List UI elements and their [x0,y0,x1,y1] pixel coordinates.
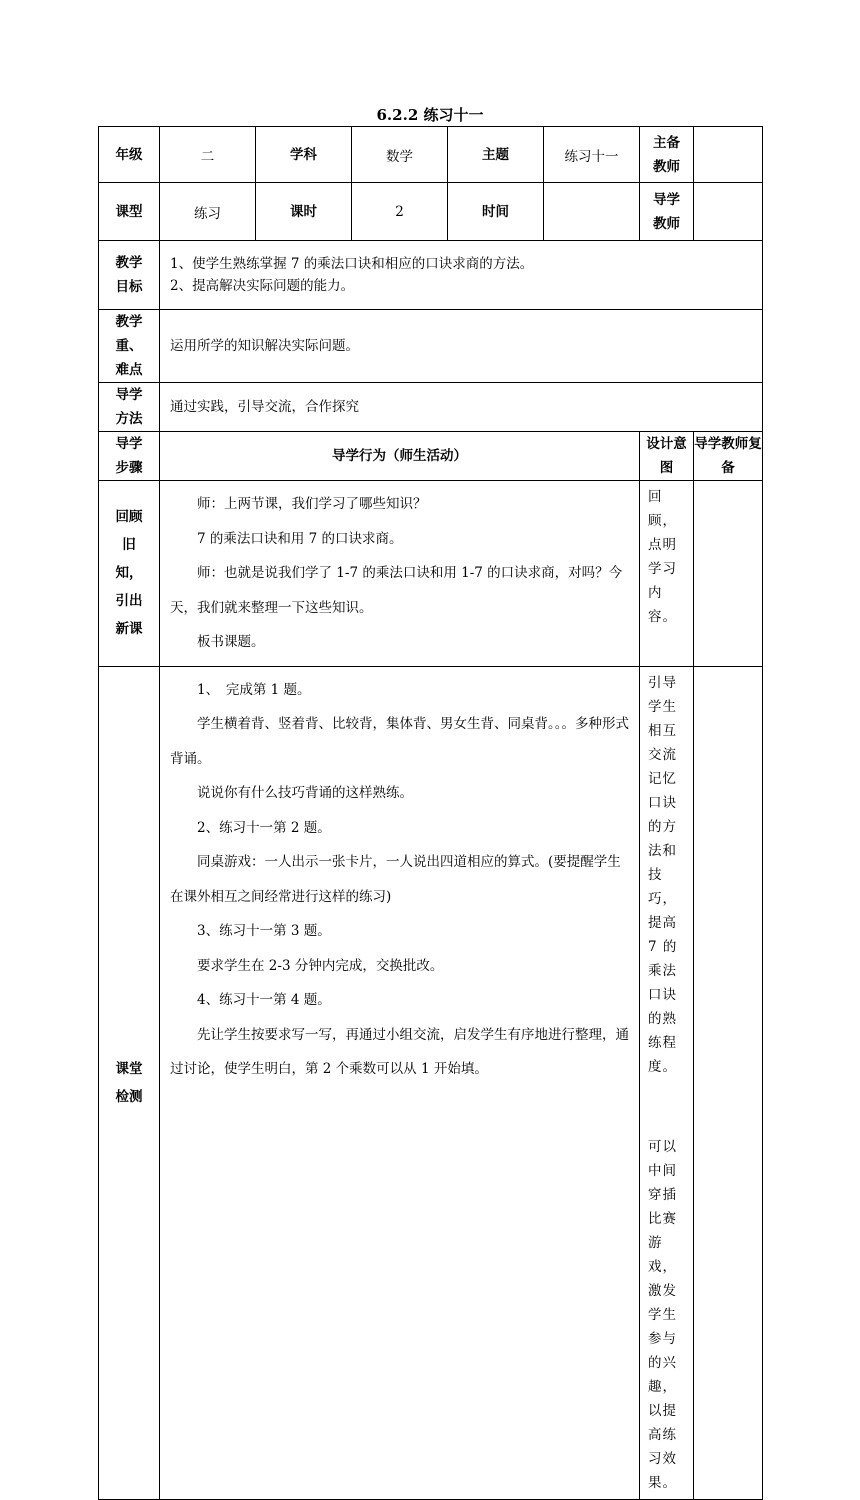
grade-value: 二 [160,127,256,183]
activity-paragraph: 4、练习十一第 4 题。 [197,992,331,1008]
goals-label: 教学目标 [99,241,160,310]
time-value [544,183,640,241]
intent-note: 引导学生相互交流记忆口诀的方法和技巧，提高 7 的乘法口诀的熟练程度。 [648,674,678,1075]
row-basic-info [99,127,763,183]
activity-paragraph: 7 的乘法口诀和用 7 的口诀求商。 [197,530,403,547]
row-key-points [99,310,763,383]
practice-section-label: 课堂检测 [99,666,160,1499]
intent-note: 可以中间穿插比赛游戏，激发学生参与的兴趣，以提高练习效果。 [648,1138,677,1491]
row-lesson-info [99,183,763,241]
goal-line: 1、使学生熟练掌握 7 的乘法口诀和相应的口诀求商的方法。 [170,256,534,272]
method-content: 通过实践，引导交流，合作探究 [160,383,763,432]
practice-section-review [694,666,763,1499]
method-label: 导学方法 [99,383,160,432]
period-label: 课时 [256,183,352,241]
activity-paragraph: 学生横着背、竖着背、比较背，集体背、男女生背、同桌背。。。多种形式背诵。 [170,716,629,767]
goal-line: 2、提高解决实际问题的能力。 [170,278,355,294]
lead-teacher-label: 主备教师 [640,127,694,183]
practice-section-intent [640,666,694,1499]
activity-paragraph: 师：也就是说我们学了 1-7 的乘法口诀和用 1-7 的口诀求商，对吗？今天，我们就来整理一下这些知识。 [170,565,623,616]
activity-header: 导学行为（师生活动） [160,432,640,481]
activity-paragraph: 2、练习十一第 2 题。 [197,819,331,836]
review-section-label: 回顾旧知，引出新课 [99,481,160,667]
lesson-plan-table [98,126,763,1500]
row-method [99,383,763,432]
time-label: 时间 [448,183,544,241]
row-goals [99,241,763,310]
review-section-review [694,481,763,667]
key-points-label: 教学重、难点 [99,310,160,383]
activity-paragraph: 同桌游戏：一人出示一张卡片，一人说出四道相应的算式。(要提醒学生在课外相互之间经常进行这样的练习) [170,854,621,905]
activity-paragraph: 3、练习十一第 3 题。 [197,923,331,939]
period-value: 2 [352,183,448,241]
activity-paragraph: 先让学生按要求写一写，再通过小组交流，启发学生有序地进行整理，通过讨论，使学生明白，第 2 个乘数可以从 1 开始填。 [170,1026,629,1077]
row-steps-header [99,432,763,481]
activity-paragraph: 板书课题。 [197,634,265,650]
activity-paragraph: 师：上两节课，我们学习了哪些知识？ [197,496,427,512]
key-points-content: 运用所学的知识解决实际问题。 [160,310,763,383]
practice-section-content [160,666,640,1499]
review-section-intent: 回顾，点明学习内容。 [640,481,694,667]
guide-teacher-value [694,183,763,241]
activity-paragraph: 说说你有什么技巧背诵的这样熟练。 [197,785,413,801]
goals-content [160,241,763,310]
lead-teacher-value [694,127,763,183]
subject-label: 学科 [256,127,352,183]
guide-teacher-label: 导学教师 [640,183,694,241]
grade-label: 年级 [99,127,160,183]
activity-paragraph: 要求学生在 2-3 分钟内完成，交换批改。 [197,957,444,974]
page-title: 6.2.2 练习十一 [376,106,484,124]
type-label: 课型 [99,183,160,241]
steps-label: 导学步骤 [99,432,160,481]
subject-value: 数学 [352,127,448,183]
topic-label: 主题 [448,127,544,183]
review-header: 导学教师复备 [694,432,763,481]
type-value: 练习 [160,183,256,241]
intent-header: 设计意图 [640,432,694,481]
row-practice-section [99,666,763,1499]
review-section-content [160,481,640,667]
row-review-section [99,481,763,667]
activity-paragraph: 1、 完成第 1 题。 [197,681,311,698]
topic-value: 练习十一 [544,127,640,183]
